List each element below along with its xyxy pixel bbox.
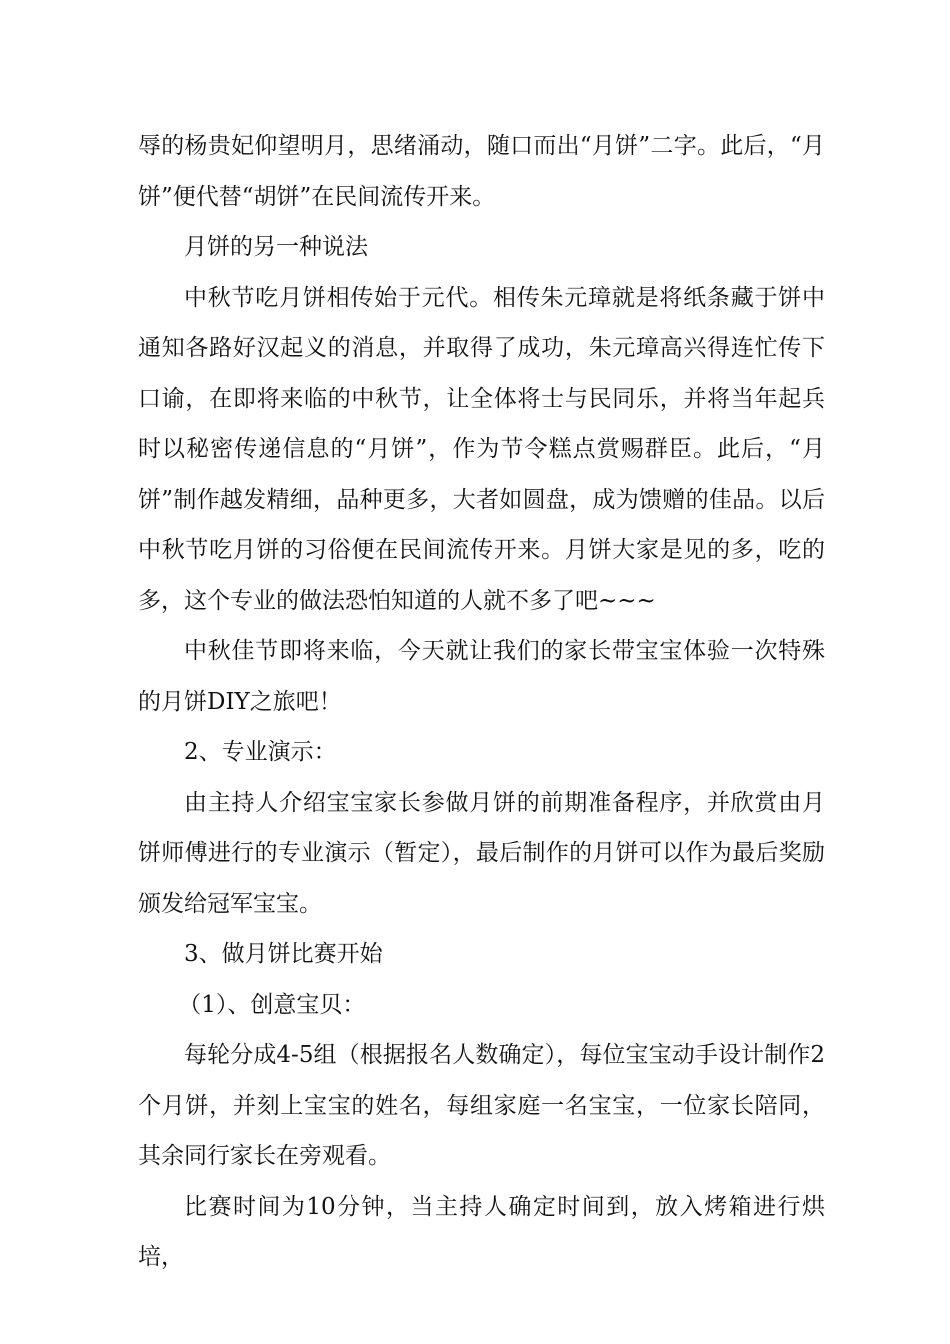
paragraph-groups: 每轮分成4-5组（根据报名人数确定），每位宝宝动手设计制作2个月饼，并刻上宝宝的姓名，每组家庭一名宝宝，一位家长陪同，其余同行家长在旁观看。 — [138, 1042, 825, 1169]
paragraph-mooncake-history: 中秋节吃月饼相传始于元代。相传朱元璋就是将纸条藏于饼中通知各路好汉起义的消息，并取得了成功，朱元璋高兴得连忙传下口谕，在即将来临的中秋节，让全体将士与民同乐，并将当年起兵时以秘密传递信息的“月饼”，作为节令糕点赏赐群臣。此后，“月饼”制作越发精细，品种更多，大者如圆盘，成为馈赠的佳品。以后中秋节吃月饼的习俗便在民间流传开来。月饼大家是见的多，吃的多，这个专业的做法恐怕知道的人就不多了吧~~~ — [138, 284, 825, 614]
section-heading-mooncake-legend: 月饼的另一种说法 — [184, 234, 368, 260]
paragraph-timing: 比赛时间为10分钟，当主持人确定时间到，放入烤箱进行烘培， — [138, 1193, 825, 1270]
paragraph-diy-intro: 中秋佳节即将来临，今天就让我们的家长带宝宝体验一次特殊的月饼DIY之旅吧！ — [138, 638, 825, 715]
paragraph-1: 辱的杨贵妃仰望明月，思绪涌动，随口而出“月饼”二字。此后，“月饼”便代替“胡饼”在民间流传开来。 — [138, 133, 825, 210]
section-heading-demo: 2、专业演示： — [184, 739, 337, 765]
paragraph-demo: 由主持人介绍宝宝家长参做月饼的前期准备程序，并欣赏由月饼师傅进行的专业演示（暂定），最后制作的月饼可以作为最后奖励颁发给冠军宝宝。 — [138, 789, 825, 917]
section-heading-contest: 3、做月饼比赛开始 — [184, 941, 383, 967]
subsection-heading-creative: （1）、创意宝贝： — [178, 991, 366, 1018]
